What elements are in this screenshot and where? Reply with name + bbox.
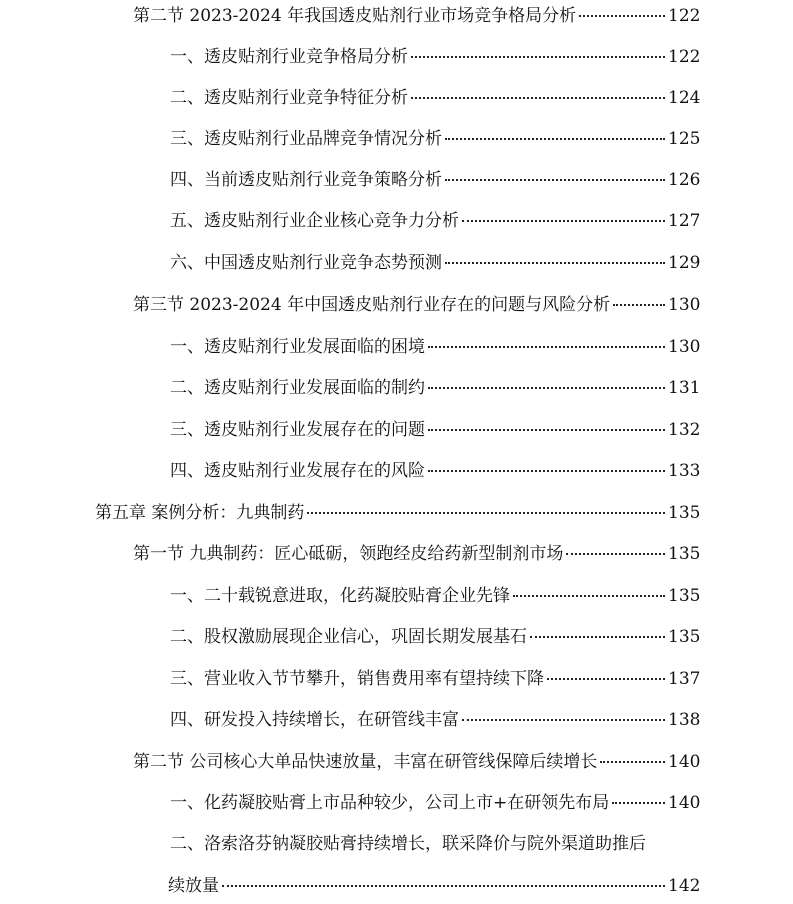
toc-entry-item[interactable] xyxy=(0,666,793,692)
toc-entry-item[interactable] xyxy=(0,624,793,650)
toc-entry-title: 四、透皮贴剂行业发展存在的风险 xyxy=(170,461,425,481)
toc-page-number: 140 xyxy=(668,793,701,813)
toc-dot-leader xyxy=(428,387,665,389)
toc-entry-item[interactable] xyxy=(0,831,793,857)
toc-entry-title: 三、透皮贴剂行业品牌竞争情况分析 xyxy=(170,129,442,149)
toc-entry-item[interactable] xyxy=(0,126,793,152)
toc-entry-item[interactable] xyxy=(0,85,793,111)
toc-entry-item[interactable] xyxy=(0,458,793,484)
toc-entry-item[interactable] xyxy=(0,167,793,193)
toc-entry-title: 五、透皮贴剂行业企业核心竞争力分析 xyxy=(170,211,459,231)
toc-dot-leader xyxy=(411,56,665,58)
toc-entry-section[interactable] xyxy=(0,749,793,775)
toc-page-number: 132 xyxy=(668,420,701,440)
toc-entry-item[interactable] xyxy=(0,334,793,360)
toc-page-number: 137 xyxy=(668,669,701,689)
toc-page-number: 124 xyxy=(668,88,701,108)
toc-dot-leader xyxy=(579,15,665,17)
toc-dot-leader xyxy=(462,719,665,721)
toc-dot-leader xyxy=(222,885,665,887)
toc-page-number: 126 xyxy=(668,170,701,190)
toc-entry-title: 三、透皮贴剂行业发展存在的问题 xyxy=(170,420,425,440)
toc-entry-title: 第五章 案例分析：九典制药 xyxy=(95,503,305,523)
toc-entry-title: 四、研发投入持续增长，在研管线丰富 xyxy=(170,710,459,730)
toc-dot-leader xyxy=(411,97,665,99)
toc-page-number: 135 xyxy=(668,627,701,647)
toc-entry-title: 六、中国透皮贴剂行业竞争态势预测 xyxy=(170,253,442,273)
toc-entry-item[interactable] xyxy=(0,707,793,733)
toc-entry-section[interactable] xyxy=(0,541,793,567)
toc-entry-item[interactable] xyxy=(0,417,793,443)
toc-dot-leader xyxy=(613,304,665,306)
toc-page-number: 130 xyxy=(668,295,701,315)
toc-entry-title: 一、透皮贴剂行业发展面临的困境 xyxy=(170,337,425,357)
toc-dot-leader xyxy=(462,220,665,222)
toc-entry-chapter[interactable] xyxy=(0,500,793,526)
toc-entry-title: 第三节 2023-2024 年中国透皮贴剂行业存在的问题与风险分析 xyxy=(133,295,611,315)
toc-dot-leader xyxy=(600,761,665,763)
toc-entry-title: 二、透皮贴剂行业竞争特征分析 xyxy=(170,88,408,108)
toc-entry-item[interactable] xyxy=(0,583,793,609)
toc-page-number: 122 xyxy=(668,6,701,26)
toc-entry-item[interactable] xyxy=(0,208,793,234)
toc-page-number: 138 xyxy=(668,710,701,730)
toc-page-number: 133 xyxy=(668,461,701,481)
toc-page-number: 135 xyxy=(668,503,701,523)
toc-dot-leader xyxy=(547,678,665,680)
toc-page-number: 140 xyxy=(668,752,701,772)
toc-entry-section[interactable] xyxy=(0,3,793,29)
toc-entry-title: 四、当前透皮贴剂行业竞争策略分析 xyxy=(170,170,442,190)
toc-entry-section[interactable] xyxy=(0,292,793,318)
toc-dot-leader xyxy=(445,262,665,264)
toc-page-number: 142 xyxy=(668,876,701,896)
toc-dot-leader xyxy=(612,802,665,804)
toc-dot-leader xyxy=(445,138,665,140)
toc-entry-title: 二、洛索洛芬钠凝胶贴膏持续增长，联采降价与院外渠道助推后 xyxy=(170,834,646,854)
toc-dot-leader xyxy=(428,429,665,431)
toc-dot-leader xyxy=(445,179,665,181)
toc-page-number: 125 xyxy=(668,129,701,149)
toc-entry-title: 第一节 九典制药：匠心砥砺，领跑经皮给药新型制剂市场 xyxy=(133,544,564,564)
toc-entry-title: 二、股权激励展现企业信心，巩固长期发展基石 xyxy=(170,627,527,647)
toc-entry-item-continued[interactable] xyxy=(0,873,793,899)
toc-dot-leader xyxy=(530,636,665,638)
toc-page-number: 129 xyxy=(668,253,701,273)
toc-entry-item[interactable] xyxy=(0,44,793,70)
toc-page-number: 122 xyxy=(668,47,701,67)
toc-dot-leader xyxy=(513,595,665,597)
toc-page-number: 135 xyxy=(668,544,701,564)
toc-entry-item[interactable] xyxy=(0,375,793,401)
toc-page-number: 131 xyxy=(668,378,701,398)
toc-dot-leader xyxy=(566,553,665,555)
toc-entry-item[interactable] xyxy=(0,790,793,816)
toc-entry-title: 第二节 2023-2024 年我国透皮贴剂行业市场竞争格局分析 xyxy=(133,6,577,26)
toc-entry-title: 一、化药凝胶贴膏上市品种较少，公司上市+在研领先布局 xyxy=(170,793,610,813)
toc-entry-title: 续放量 xyxy=(168,876,219,896)
toc-entry-title: 第二节 公司核心大单品快速放量，丰富在研管线保障后续增长 xyxy=(133,752,598,772)
toc-page-number: 135 xyxy=(668,586,701,606)
toc-dot-leader xyxy=(428,346,665,348)
toc-dot-leader xyxy=(307,512,665,514)
toc-entry-title: 一、二十载锐意进取，化药凝胶贴膏企业先锋 xyxy=(170,586,510,606)
toc-page-number: 130 xyxy=(668,337,701,357)
toc-entry-title: 一、透皮贴剂行业竞争格局分析 xyxy=(170,47,408,67)
toc-dot-leader xyxy=(428,470,665,472)
toc-entry-title: 二、透皮贴剂行业发展面临的制约 xyxy=(170,378,425,398)
toc-page-number: 127 xyxy=(668,211,701,231)
toc-entry-item[interactable] xyxy=(0,250,793,276)
toc-entry-title: 三、营业收入节节攀升，销售费用率有望持续下降 xyxy=(170,669,544,689)
